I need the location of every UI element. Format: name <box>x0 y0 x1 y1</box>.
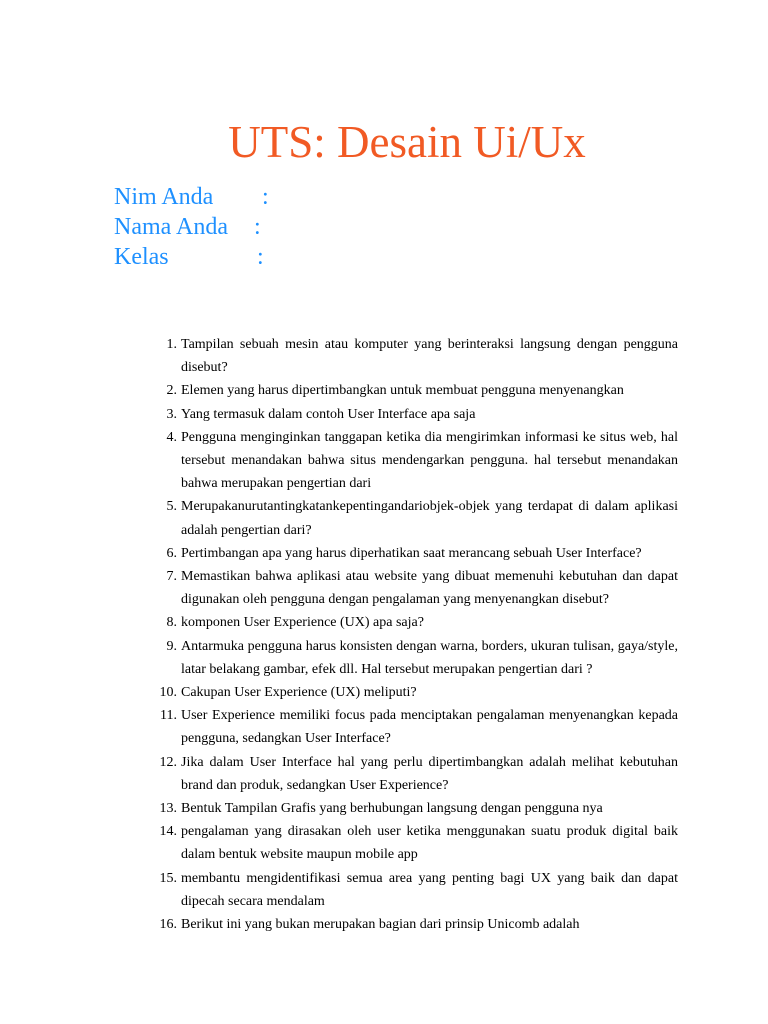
question-number: 2. <box>166 383 177 399</box>
question-number: 12. <box>159 754 177 770</box>
question-item-9 <box>155 635 678 681</box>
question-text: Tampilan sebuah mesin atau komputer yang berinteraksi langsung dengan pengguna disebut? <box>181 337 678 376</box>
question-list <box>155 333 678 936</box>
question-text: Pertimbangan apa yang harus diperhatikan saat merancang sebuah User Interface? <box>181 545 642 561</box>
question-text: pengalaman yang dirasakan oleh user ketika menggunakan suatu produk digital baik dalam bentuk website maupun mobile app <box>181 824 678 863</box>
question-number: 3. <box>166 406 177 422</box>
question-text: membantu mengidentifikasi semua area yang penting bagi UX yang baik dan dapat dipecah secara mendalam <box>181 870 678 909</box>
field-nama-colon: : <box>254 214 261 240</box>
question-number: 5. <box>166 499 177 515</box>
question-number: 8. <box>166 615 177 631</box>
question-item-7 <box>155 565 678 611</box>
question-item-13 <box>155 797 678 820</box>
question-item-8 <box>155 611 678 634</box>
question-text: Merupakanurutantingkatankepentingandariobjek-objek yang terdapat di dalam aplikasi adalah pengertian dari? <box>181 499 678 538</box>
question-item-12 <box>155 751 678 797</box>
question-item-16 <box>155 913 678 936</box>
field-kelas <box>114 242 264 272</box>
question-number: 1. <box>166 337 177 352</box>
question-text: Jika dalam User Interface hal yang perlu dipertimbangkan adalah melihat kebutuhan brand dan produk, sedangkan User Experience? <box>181 754 678 793</box>
question-item-2 <box>155 379 678 402</box>
question-item-3 <box>155 403 678 426</box>
field-nama <box>114 212 261 242</box>
field-kelas-colon: : <box>257 244 264 270</box>
question-item-14 <box>155 820 678 866</box>
question-number: 9. <box>166 638 177 654</box>
question-item-15 <box>155 867 678 913</box>
question-text: Yang termasuk dalam contoh User Interface apa saja <box>181 406 476 422</box>
question-number: 4. <box>166 429 177 445</box>
document-title: UTS: Desain Ui/Ux <box>228 117 586 167</box>
question-item-6 <box>155 542 678 565</box>
question-text: Bentuk Tampilan Grafis yang berhubungan langsung dengan pengguna nya <box>181 801 603 817</box>
question-text: komponen User Experience (UX) apa saja? <box>181 615 424 631</box>
question-text: Memastikan bahwa aplikasi atau website yang dibuat memenuhi kebutuhan dan dapat digunakan oleh pengguna dengan pengalaman yang menyenangkan disebut? <box>181 569 678 608</box>
question-item-4 <box>155 426 678 496</box>
field-nama-label: Nama Anda <box>114 214 228 240</box>
question-text: Pengguna menginginkan tanggapan ketika dia mengirimkan informasi ke situs web, hal tersebut menandakan bahwa situs mendengarkan pengguna. hal tersebut menandakan bahwa merupakan pengertian dari <box>181 429 678 492</box>
question-item-11 <box>155 704 678 750</box>
question-item-5 <box>155 495 678 541</box>
field-kelas-label: Kelas <box>114 244 169 270</box>
field-nim <box>114 182 269 212</box>
question-number: 7. <box>166 569 177 585</box>
field-nim-colon: : <box>262 184 269 210</box>
question-text: Elemen yang harus dipertimbangkan untuk membuat pengguna menyenangkan <box>181 383 624 399</box>
question-number: 14. <box>159 824 177 840</box>
question-text: Berikut ini yang bukan merupakan bagian dari prinsip Unicomb adalah <box>181 917 580 933</box>
question-number: 11. <box>160 708 177 724</box>
question-text: User Experience memiliki focus pada menciptakan pengalaman menyenangkan kepada pengguna, sedangkan User Interface? <box>181 708 678 747</box>
question-number: 13. <box>159 801 177 817</box>
question-number: 16. <box>159 917 177 933</box>
question-number: 6. <box>166 545 177 561</box>
question-item-10 <box>155 681 678 704</box>
field-nim-label: Nim Anda <box>114 184 214 210</box>
question-text: Antarmuka pengguna harus konsisten dengan warna, borders, ukuran tulisan, gaya/style, latar belakang gambar, efek dll. Hal tersebut merupakan pengertian dari ? <box>181 638 678 677</box>
question-number: 15. <box>159 870 177 886</box>
question-number: 10. <box>159 685 177 701</box>
question-text: Cakupan User Experience (UX) meliputi? <box>181 685 417 701</box>
question-item-1 <box>155 333 678 379</box>
